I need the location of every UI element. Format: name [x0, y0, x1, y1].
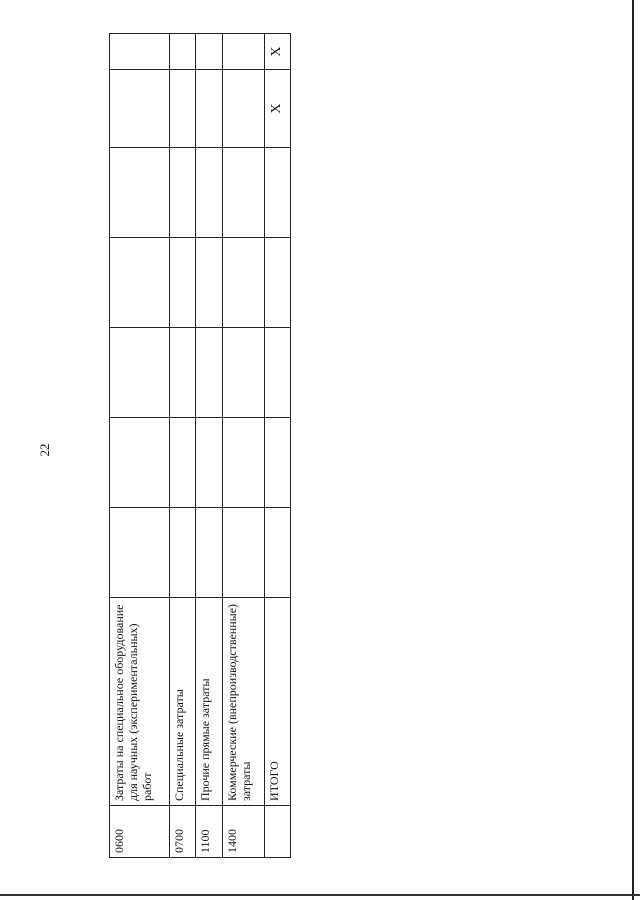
table-cell — [110, 70, 170, 148]
row-name: Коммерческие (внепроизводственные) затраты — [222, 598, 264, 806]
table-cell — [170, 238, 196, 328]
row-code: 0700 — [170, 806, 196, 858]
table-cell — [110, 148, 170, 238]
table-cell — [222, 34, 264, 70]
cost-table — [109, 33, 291, 858]
page-edge-bottom — [0, 894, 640, 896]
table-cell: X — [264, 34, 290, 70]
table-cell — [170, 34, 196, 70]
row-code — [264, 806, 290, 858]
table-cell — [222, 238, 264, 328]
table-cell — [264, 148, 290, 238]
table-cell — [222, 418, 264, 508]
page-edge-right — [632, 0, 634, 900]
row-name: Специальные затраты — [170, 598, 196, 806]
rotated-table-wrapper — [109, 34, 291, 858]
row-code: 1100 — [196, 806, 222, 858]
table-row — [196, 34, 222, 858]
row-name: Прочие прямые затраты — [196, 598, 222, 806]
table-cell — [196, 238, 222, 328]
table-cell — [222, 328, 264, 418]
table-cell — [264, 328, 290, 418]
row-code: 1400 — [222, 806, 264, 858]
table-cell — [264, 508, 290, 598]
table-cell — [110, 418, 170, 508]
table-row — [110, 34, 170, 858]
table-cell — [196, 148, 222, 238]
table-cell — [196, 328, 222, 418]
table-cell — [222, 148, 264, 238]
table-cell — [170, 418, 196, 508]
table-cell: X — [264, 70, 290, 148]
table-cell — [170, 148, 196, 238]
table-row-total — [264, 34, 290, 858]
table-cell — [196, 418, 222, 508]
table-cell — [264, 238, 290, 328]
table-cell — [110, 328, 170, 418]
table-cell — [110, 508, 170, 598]
table-row — [170, 34, 196, 858]
table-cell — [222, 70, 264, 148]
row-code: 0600 — [110, 806, 170, 858]
table-cell — [196, 508, 222, 598]
table-cell — [170, 70, 196, 148]
table-row — [222, 34, 264, 858]
row-name: ИТОГО — [264, 598, 290, 806]
table-cell — [196, 34, 222, 70]
table-cell — [222, 508, 264, 598]
table-cell — [264, 418, 290, 508]
table-cell — [170, 328, 196, 418]
row-name: Затраты на специальное оборудование для научных (экспериментальных) работ — [110, 598, 170, 806]
page-number: 22 — [37, 443, 52, 457]
table-cell — [110, 238, 170, 328]
table-cell — [196, 70, 222, 148]
table-cell — [170, 508, 196, 598]
table-cell — [110, 34, 170, 70]
